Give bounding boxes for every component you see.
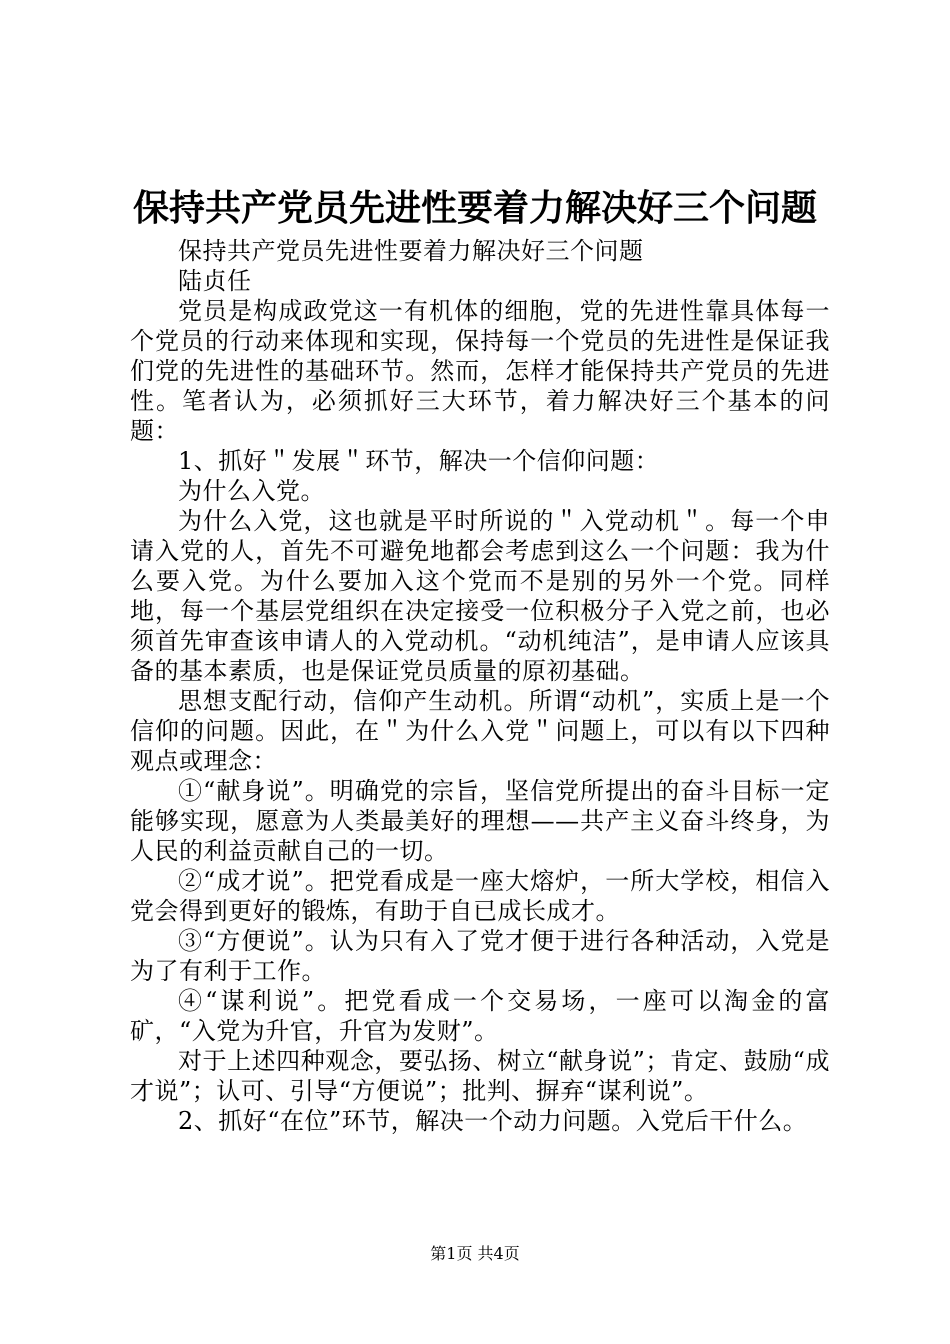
list-item-3: ③“方便说”。认为只有入了党才便于进行各种活动，入党是为了有利于工作。 [130, 927, 830, 985]
list-item-2: ②“成才说”。把党看成是一座大熔炉，一所大学校，相信入党会得到更好的锻炼，有助于自已成长成才。 [130, 867, 830, 925]
list-item-4: ④“谋利说”。把党看成一个交易场，一座可以淘金的富矿，“入党为升官，升官为发财”。 [130, 987, 830, 1045]
section-heading-2: 2、抓好“在位”环节，解决一个动力问题。入党后干什么。 [178, 1107, 808, 1135]
body-paragraph: 党员是构成政党这一有机体的细胞，党的先进性靠具体每一个党员的行动来体现和实现，保持每一个党员的先进性是保证我们党的先进性的基础环节。然而，怎样才能保持共产党员的先进性。笔者认为，必须抓好三大环节，着力解决好三个基本的问题： [130, 297, 830, 445]
body-paragraph: 为什么入党。 [178, 477, 325, 505]
document-body [130, 236, 830, 1136]
body-paragraph: 为什么入党，这也就是平时所说的＂入党动机＂。每一个申请入党的人，首先不可避免地都会考虑到这么一个问题：我为什么要入党。为什么要加入这个党而不是别的另外一个党。同样地，每一个基层党组织在决定接受一位积极分子入党之前，也必须首先审查该申请人的入党动机。“动机纯洁”，是申请人应该具备的基本素质，也是保证党员质量的原初基础。 [130, 507, 830, 685]
body-paragraph: 思想支配行动，信仰产生动机。所谓“动机”，实质上是一个信仰的问题。因此，在＂为什么入党＂问题上，可以有以下四种观点或理念： [130, 687, 830, 775]
page-footer: 第1页 共4页 [430, 1244, 520, 1263]
body-paragraph: 对于上述四种观念，要弘扬、树立“献身说”；肯定、鼓励“成才说”；认可、引导“方便说”；批判、摒弃“谋利说”。 [130, 1047, 830, 1105]
list-item-1: ①“献身说”。明确党的宗旨，坚信党所提出的奋斗目标一定能够实现，愿意为人类最美好的理想——共产主义奋斗终身，为人民的利益贡献自己的一切。 [130, 777, 830, 865]
subtitle-paragraph: 保持共产党员先进性要着力解决好三个问题 [178, 237, 644, 265]
section-heading-1: 1、抓好＂发展＂环节，解决一个信仰问题： [178, 447, 660, 475]
author-paragraph: 陆贞任 [178, 267, 252, 295]
document-title: 保持共产党员先进性要着力解决好三个问题 [132, 187, 817, 229]
